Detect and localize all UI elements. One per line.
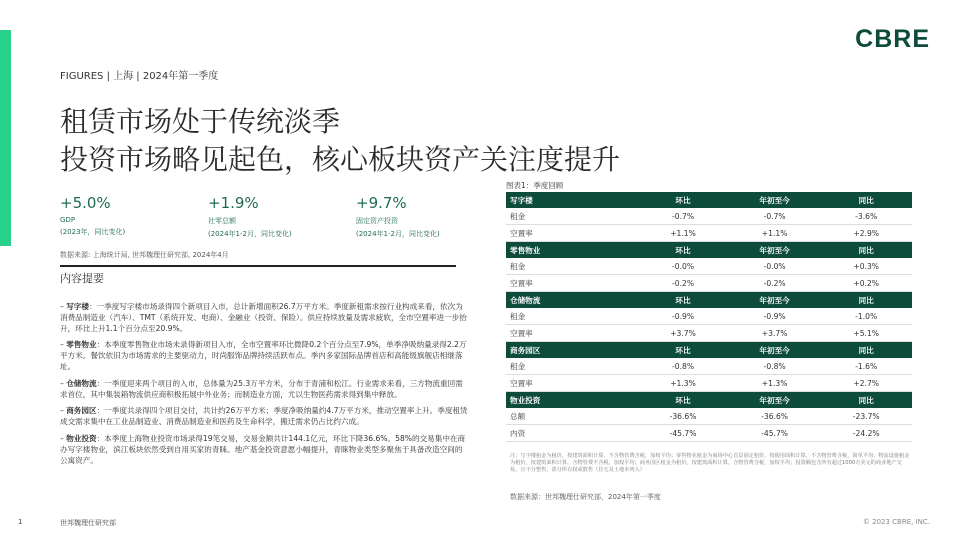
section-title: 商务园区 — [506, 342, 637, 359]
cell: +3.7% — [637, 325, 729, 342]
row-label: 租金 — [506, 358, 637, 375]
kpi-row — [60, 194, 504, 239]
cell: -45.7% — [729, 425, 821, 442]
section-title: 写字楼 — [506, 192, 637, 208]
quarterly-review-table — [506, 192, 912, 442]
bullet-label: 物业投资 — [66, 433, 97, 443]
col-header: 环比 — [637, 192, 729, 208]
cell: +3.7% — [729, 325, 821, 342]
section-header-retail — [506, 242, 912, 259]
table-row — [506, 225, 912, 242]
bullet-text: ：一季度共录得四个项目交付，共计约26万平方米；季度净吸纳量约4.7万平方米，推动空置率上升。季度租赁成交需求集中在工业品制造业、消费品制造业和医药及生命科学，搬迁需求仍占比约六成。 — [60, 406, 468, 427]
col-header: 同比 — [820, 342, 912, 359]
section-divider — [60, 265, 456, 267]
cell: -0.0% — [637, 258, 729, 275]
kpi-source: 数据来源: 上海统计局, 世邦魏理仕研究部, 2024年4月 — [60, 251, 229, 259]
row-label: 租金 — [506, 208, 637, 225]
kpi-value: +1.9% — [208, 194, 259, 212]
cell: +5.1% — [820, 325, 912, 342]
bullet-text: ：本季度上海物业投资市场录得19笔交易，交易金额共计144.1亿元，环比下降36.6%。58%的交易集中在商办写字楼物业，滨江板块依然受到自用买家的青睐。地产基金投资意愿小幅提升，青睐物业类型多聚焦于具备改造空间的公寓资产。 — [60, 433, 466, 465]
bullet-office: – 写字楼：一季度写字楼市场录得四个新项目入市，总计新增面积26.7万平方米。季度新租需求按行业构成来看，依次为消费品制造业（汽车）、TMT（系统开发、电商）、金融业（投资、保险）。供应持续放量及需求疲软，全市空置率进一步抬升，环比上升1.1个百分点至20.9%。 — [60, 302, 467, 333]
cell: +1.3% — [637, 375, 729, 392]
table-row — [506, 275, 912, 292]
cell: -45.7% — [637, 425, 729, 442]
cell: -0.2% — [729, 275, 821, 292]
cell: +0.2% — [820, 275, 912, 292]
bullet-investment: – 物业投资：本季度上海物业投资市场录得19笔交易，交易金额共计144.1亿元，环比下降36.6%。58%的交易集中在商办写字楼物业，滨江板块依然受到自用买家的青睐。地产基金投资意愿小幅提升，青睐物业类型多聚焦于具备改造空间的公寓资产。 — [60, 433, 466, 465]
row-label: 空置率 — [506, 275, 637, 292]
row-label: 空置率 — [506, 325, 637, 342]
cell: -3.6% — [820, 208, 912, 225]
table-row — [506, 308, 912, 325]
bullet-retail: – 零售物业：本季度零售物业市场未录得新项目入市，全市空置率环比微降0.2个百分点至7.9%，单季净吸纳量录得2.2万平方米。餐饮依旧为市场需求的主要驱动力，时尚服饰品牌持续活跃布点。季内多家国际品牌首店和高能级旗舰店相继落址。 — [60, 340, 467, 371]
col-header: 同比 — [820, 242, 912, 259]
cell: +0.3% — [820, 258, 912, 275]
table-note: 注：写字楼租金为租价，按建筑面积计算，不含物管费含税，加权平均；零售物业租金为商场中心首层固定租价，按使用面积计算，不含物管费含税，简单平均；物流设施租金为租价，按建筑面积计算，含物管费不含税，加权平均；商务园区租金为租价，按建筑面积计算，含物管费含税，加权平均；投资额包含所有超过1000万美元的商业地产交易，且不分整售、部分所有权或散售（住宅及土地未列入） — [510, 453, 910, 474]
cell: +1.1% — [729, 225, 821, 242]
col-header: 年初至今 — [729, 392, 821, 409]
section-header-investment — [506, 392, 912, 409]
cell: -0.7% — [729, 208, 821, 225]
kpi-label: 固定资产投资 — [356, 217, 398, 225]
row-label: 总额 — [506, 408, 637, 425]
cell: -36.6% — [729, 408, 821, 425]
section-header-logistics — [506, 292, 912, 309]
cell: -0.7% — [637, 208, 729, 225]
cell: -0.2% — [637, 275, 729, 292]
cell: -1.0% — [820, 308, 912, 325]
cell: -0.9% — [729, 308, 821, 325]
footer-org: 世邦魏理仕研究部 — [60, 519, 116, 527]
col-header: 同比 — [820, 192, 912, 208]
table-row — [506, 325, 912, 342]
title-line-2: 投资市场略见起色，核心板块资产关注度提升 — [60, 143, 621, 176]
page-number: 1 — [18, 518, 23, 526]
table-row — [506, 358, 912, 375]
cell: +2.9% — [820, 225, 912, 242]
cbre-logo: CBRE — [855, 25, 930, 53]
cell: -0.8% — [637, 358, 729, 375]
kpi-sub: (2023年，同比变化) — [60, 228, 126, 236]
row-label: 租金 — [506, 258, 637, 275]
bullet-label: 写字楼 — [66, 302, 89, 311]
table-row — [506, 208, 912, 225]
bullet-text: ：一季度写字楼市场录得四个新项目入市，总计新增面积26.7万平方米。季度新租需求按行业构成来看，依次为消费品制造业（汽车）、TMT（系统开发、电商）、金融业（投资、保险）。供应持续放量及需求疲软，全市空置率进一步抬升，环比上升1.1个百分点至20.9%。 — [60, 302, 467, 333]
figures-header: FIGURES | 上海 | 2024年第一季度 — [60, 71, 219, 82]
footer-copyright: © 2023 CBRE, INC. — [862, 518, 930, 526]
kpi-value: +9.7% — [356, 194, 407, 212]
table-caption: 图表1：季度回顾 — [506, 181, 564, 190]
row-label: 内资 — [506, 425, 637, 442]
col-header: 环比 — [637, 292, 729, 309]
section-header-business-park — [506, 342, 912, 359]
cell: -23.7% — [820, 408, 912, 425]
bullet-text: ：本季度零售物业市场未录得新项目入市，全市空置率环比微降0.2个百分点至7.9%，单季净吸纳量录得2.2万平方米。餐饮依旧为市场需求的主要驱动力，时尚服饰品牌持续活跃布点。季内多家国际品牌首店和高能级旗舰店相继落址。 — [60, 340, 467, 371]
col-header: 环比 — [637, 242, 729, 259]
col-header: 同比 — [820, 292, 912, 309]
row-label: 租金 — [506, 308, 637, 325]
row-label: 空置率 — [506, 375, 637, 392]
col-header: 同比 — [820, 392, 912, 409]
bullet-text: ：一季度迎来两个项目的入市，总体量为25.3万平方米，分布于青浦和松江。行业需求来看，三方物流重回需求首位，其中集装箱物流供应商积极拓展中外业务；而制造业方面，尤以生物医药需求得到集中释放。 — [60, 378, 463, 399]
table-row — [506, 425, 912, 442]
summary-title: 内容提要 — [60, 272, 104, 285]
title-line-1: 租赁市场处于传统淡季 — [60, 105, 341, 138]
page-title — [60, 103, 620, 179]
kpi-sub: (2024年1-2月，同比变化) — [356, 230, 440, 238]
bullet-label: 商务园区 — [66, 406, 97, 416]
summary-bullets — [60, 302, 470, 472]
kpi-sub: (2024年1-2月，同比变化) — [208, 230, 292, 238]
bullet-business-park: – 商务园区：一季度共录得四个项目交付，共计约26万平方米；季度净吸纳量约4.7万平方米，推动空置率上升。季度租赁成交需求集中在工业品制造业、消费品制造业和医药及生命科学，搬迁需求仍占比约六成。 — [60, 406, 468, 427]
kpi-retail-sales — [208, 194, 356, 239]
bullet-label: 仓储物流 — [66, 378, 97, 388]
col-header: 年初至今 — [729, 292, 821, 309]
col-header: 环比 — [637, 392, 729, 409]
cell: -0.0% — [729, 258, 821, 275]
section-title: 仓储物流 — [506, 292, 637, 309]
cell: -1.6% — [820, 358, 912, 375]
cell: -24.2% — [820, 425, 912, 442]
bullet-logistics: – 仓储物流：一季度迎来两个项目的入市，总体量为25.3万平方米，分布于青浦和松江。行业需求来看，三方物流重回需求首位，其中集装箱物流供应商积极拓展中外业务；而制造业方面，尤以生物医药需求得到集中释放。 — [60, 378, 463, 399]
table-row — [506, 375, 912, 392]
row-label: 空置率 — [506, 225, 637, 242]
kpi-fixed-investment — [356, 194, 504, 239]
accent-bar — [0, 30, 11, 246]
cell: -0.9% — [637, 308, 729, 325]
col-header: 年初至今 — [729, 242, 821, 259]
section-title: 物业投资 — [506, 392, 637, 409]
cell: +1.1% — [637, 225, 729, 242]
cell: +1.3% — [729, 375, 821, 392]
cell: -0.8% — [729, 358, 821, 375]
section-header-office — [506, 192, 912, 208]
kpi-gdp — [60, 194, 208, 239]
cell: -36.6% — [637, 408, 729, 425]
table-row — [506, 408, 912, 425]
col-header: 年初至今 — [729, 192, 821, 208]
col-header: 环比 — [637, 342, 729, 359]
table-source: 数据来源：世邦魏理仕研究部，2024年第一季度 — [510, 493, 661, 501]
kpi-value: +5.0% — [60, 194, 111, 212]
kpi-label: GDP — [60, 216, 76, 224]
bullet-label: 零售物业 — [66, 340, 97, 350]
table-row — [506, 258, 912, 275]
cell: +2.7% — [820, 375, 912, 392]
section-title: 零售物业 — [506, 242, 637, 259]
col-header: 年初至今 — [729, 342, 821, 359]
kpi-label: 社零总额 — [208, 217, 236, 225]
